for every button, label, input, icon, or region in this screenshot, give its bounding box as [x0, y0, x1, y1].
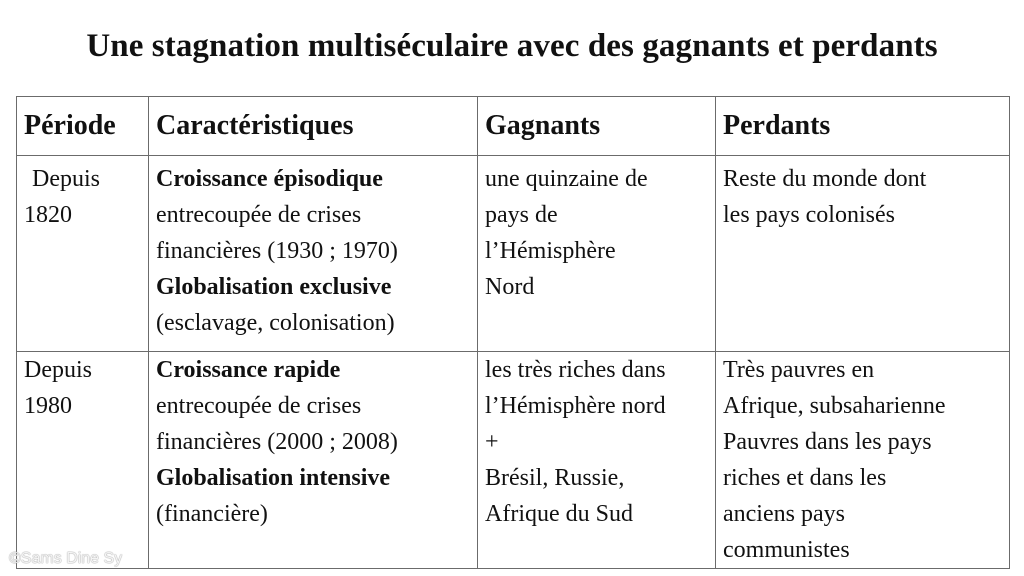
caracteristiques-line: (esclavage, colonisation)	[156, 310, 395, 336]
periode-line: Depuis	[24, 357, 92, 383]
gagnants-line: pays de	[485, 202, 558, 228]
caracteristiques-line: Globalisation intensive	[156, 465, 391, 491]
gagnants-line: une quinzaine de	[485, 166, 648, 192]
header-gagnants: Gagnants	[478, 97, 716, 156]
gagnants-line: Brésil, Russie,	[485, 465, 625, 491]
copyright-watermark: ©Sams Dine Sy	[9, 550, 123, 567]
table-header-row	[17, 97, 1010, 156]
cell-gagnants	[478, 156, 716, 352]
gagnants-line: les très riches dans	[485, 357, 666, 383]
cell-perdants	[716, 156, 1010, 352]
caracteristiques-line: Croissance épisodique	[156, 166, 383, 192]
caracteristiques-line: Croissance rapide	[156, 357, 341, 383]
cell-periode	[17, 352, 149, 569]
perdants-line: communistes	[723, 537, 850, 563]
header-perdants: Perdants	[716, 97, 1010, 156]
cell-caracteristiques	[149, 352, 478, 569]
periode-line: 1820	[24, 202, 72, 228]
gagnants-line: Afrique du Sud	[485, 501, 633, 527]
perdants-line: Afrique, subsaharienne	[723, 393, 946, 419]
gagnants-line: Nord	[485, 274, 535, 300]
cell-perdants	[716, 352, 1010, 569]
gagnants-line: l’Hémisphère nord	[485, 393, 666, 419]
cell-periode	[17, 156, 149, 352]
caracteristiques-line: financières (2000 ; 2008)	[156, 429, 398, 455]
caracteristiques-line: (financière)	[156, 501, 268, 527]
header-periode: Période	[17, 97, 149, 156]
perdants-line: Reste du monde dont	[723, 166, 927, 192]
caracteristiques-line: Globalisation exclusive	[156, 274, 392, 300]
header-caracteristiques: Caractéristiques	[149, 97, 478, 156]
perdants-line: les pays colonisés	[723, 202, 895, 228]
perdants-line: anciens pays	[723, 501, 845, 527]
periode-line: 1980	[24, 393, 72, 419]
table-row	[17, 156, 1010, 352]
perdants-line: Très pauvres en	[723, 357, 875, 383]
caracteristiques-line: financières (1930 ; 1970)	[156, 238, 398, 264]
caracteristiques-line: entrecoupée de crises	[156, 393, 362, 419]
perdants-line: Pauvres dans les pays	[723, 429, 932, 455]
cell-caracteristiques	[149, 156, 478, 352]
gagnants-line: l’Hémisphère	[485, 238, 616, 264]
slide-title: Une stagnation multiséculaire avec des gagnants et perdants	[86, 28, 938, 64]
caracteristiques-line: entrecoupée de crises	[156, 202, 362, 228]
gagnants-line: +	[485, 429, 499, 455]
perdants-line: riches et dans les	[723, 465, 887, 491]
periode-line: Depuis	[32, 166, 100, 192]
table-row	[17, 352, 1010, 569]
comparison-table	[16, 96, 1010, 569]
cell-gagnants	[478, 352, 716, 569]
